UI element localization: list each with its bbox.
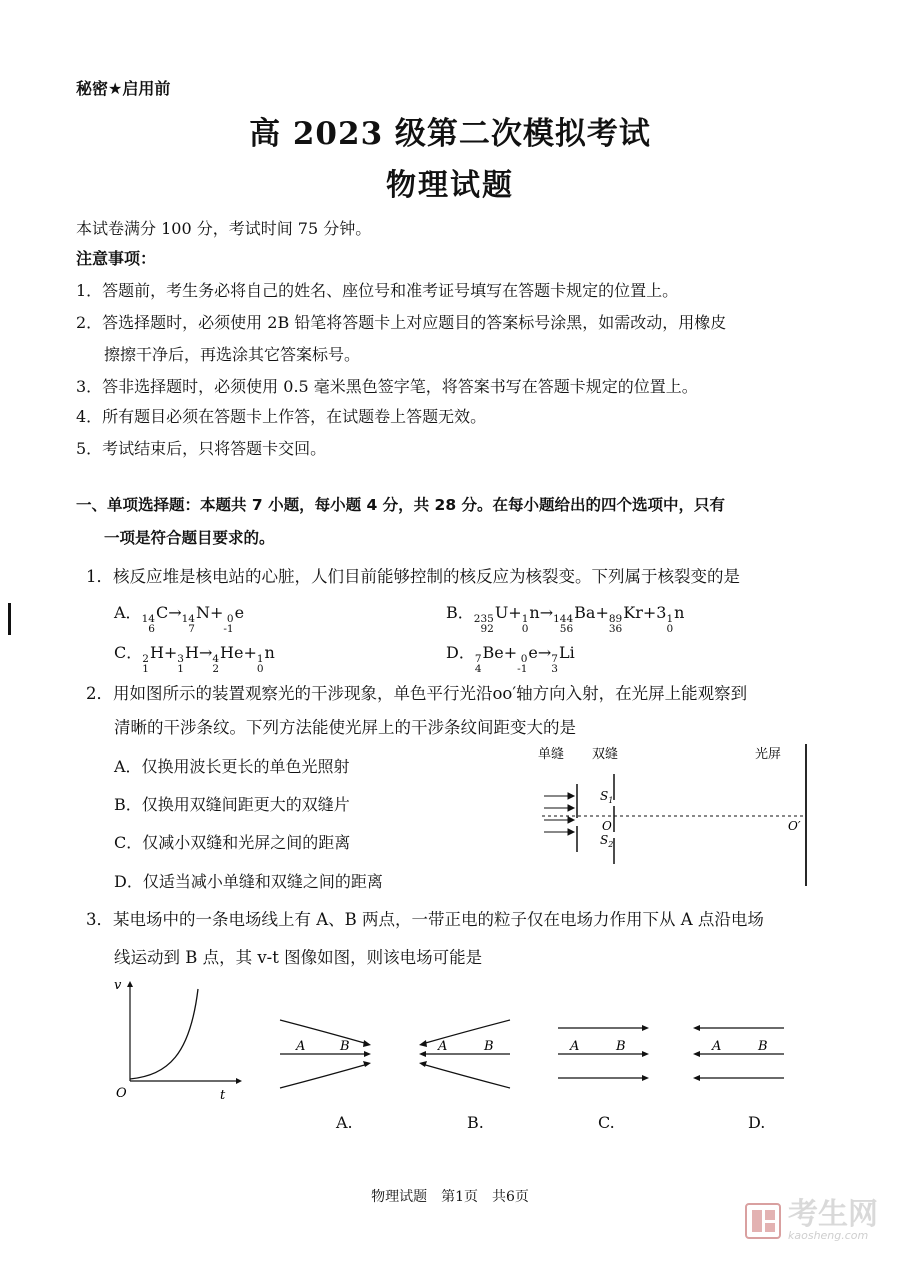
- vt-curve: [130, 989, 198, 1079]
- watermark: [744, 1197, 878, 1242]
- q1-option-c: C． 2 1 H+ 3 1 H→ 4 2 He+ 1 0 n: [114, 643, 275, 675]
- v-axis-arrow: [127, 981, 133, 987]
- watermark-url: kaosheng.com: [788, 1229, 869, 1242]
- secret-label: 秘密★启用前: [76, 79, 171, 98]
- field-option-c: [554, 1016, 654, 1090]
- page-footer: 物理试题 第1页 共6页: [371, 1189, 529, 1205]
- q1-stem: 1．核反应堆是核电站的心脏，人们目前能够控制的核反应为核裂变。下列属于核裂变的是: [86, 567, 740, 586]
- notice-item: 1．答题前，考生务必将自己的姓名、座位号和准考证号填写在答题卡规定的位置上。: [76, 281, 679, 300]
- point-a: A: [438, 1039, 448, 1054]
- notice-item: 2．答选择题时，必须使用 2B 铅笔将答题卡上对应题目的答案标号涂黑，如需改动，用橡皮: [76, 313, 727, 332]
- watermark-logo-icon: [744, 1202, 782, 1240]
- q2-stem: 2．用如图所示的装置观察光的干涉现象，单色平行光沿oo′轴方向入射，在光屏上能观察到: [86, 684, 748, 703]
- label-screen: 光屏: [755, 747, 782, 762]
- notice-item: 4．所有题目必须在答题卡上作答，在试题卷上答题无效。: [76, 407, 487, 426]
- label-o-prime: O′: [788, 819, 801, 833]
- exam-subtitle: 物理试题: [386, 168, 514, 203]
- point-a: A: [570, 1039, 580, 1054]
- point-b: B: [484, 1039, 494, 1054]
- notice-heading: 注意事项：: [76, 249, 157, 268]
- point-b: B: [340, 1039, 350, 1054]
- origin-label: O: [116, 1086, 127, 1101]
- double-slit-figure: [530, 740, 820, 890]
- label-s1: $S_1$: [600, 789, 614, 805]
- notice-item: 擦擦干净后，再选涂其它答案标号。: [104, 345, 361, 364]
- q1-option-d: D． 7 4 Be+ 0 -1 e→ 7 3 Li: [446, 643, 575, 675]
- point-a: A: [712, 1039, 722, 1054]
- exam-title: 高 2023 级第二次模拟考试: [249, 116, 651, 152]
- label-single-slit: 单缝: [538, 747, 565, 762]
- section-heading: 一、单项选择题：本题共 7 小题，每小题 4 分，共 28 分。在每小题给出的四个选项中，只有: [76, 496, 726, 514]
- field-option-d: [688, 1016, 788, 1090]
- notice-item: 3．答非选择题时，必须使用 0.5 毫米黑色签字笔，将答案书写在答题卡规定的位置上。: [76, 377, 698, 396]
- notice-item: 5．考试结束后，只将答题卡交回。: [76, 439, 327, 458]
- vt-graph: [108, 975, 248, 1101]
- t-axis-arrow: [236, 1078, 242, 1084]
- q3-stem: 3．某电场中的一条电场线上有 A、B 两点，一带正电的粒子仅在电场力作用下从 A 点沿电场: [86, 910, 764, 929]
- q3-label-c: C.: [598, 1113, 615, 1132]
- q3-label-d: D.: [748, 1113, 766, 1132]
- q3-stem-cont: 线运动到 B 点，其 v-t 图像如图，则该电场可能是: [114, 948, 483, 967]
- q2-option-b: B．仅换用双缝间距更大的双缝片: [114, 795, 350, 814]
- incident-light-arrows: [544, 793, 574, 835]
- label-s2: $S_2$: [600, 833, 614, 849]
- q2-option-a: A．仅换用波长更长的单色光照射: [114, 757, 350, 776]
- intro-text: 本试卷满分 100 分，考试时间 75 分钟。: [76, 219, 372, 238]
- v-label: v: [114, 978, 122, 993]
- point-a: A: [296, 1039, 306, 1054]
- q1-option-b: B． 235 92 U+ 1 0 n→ 144 56 Ba+ 89 36 Kr+3 1 0 n: [446, 603, 685, 635]
- field-option-a: [276, 1010, 376, 1096]
- label-double-slit: 双缝: [592, 747, 619, 762]
- q3-label-a: A.: [336, 1113, 353, 1132]
- point-b: B: [758, 1039, 768, 1054]
- q1-option-a: A． 14 6 C→ 14 7 N+ 0 -1 e: [114, 603, 245, 635]
- watermark-brand: 考生网: [788, 1197, 878, 1232]
- point-b: B: [616, 1039, 626, 1054]
- section-heading-cont: 一项是符合题目要求的。: [104, 529, 275, 547]
- q2-option-c: C．仅减小双缝和光屏之间的距离: [114, 833, 351, 852]
- t-label: t: [220, 1088, 226, 1101]
- margin-mark: [8, 603, 11, 635]
- field-option-b: [414, 1010, 514, 1096]
- q2-stem-cont: 清晰的干涉条纹。下列方法能使光屏上的干涉条纹间距变大的是: [114, 718, 576, 737]
- label-o: O: [602, 819, 612, 833]
- q2-option-d: D．仅适当减小单缝和双缝之间的距离: [114, 872, 383, 891]
- q3-label-b: B.: [467, 1113, 484, 1132]
